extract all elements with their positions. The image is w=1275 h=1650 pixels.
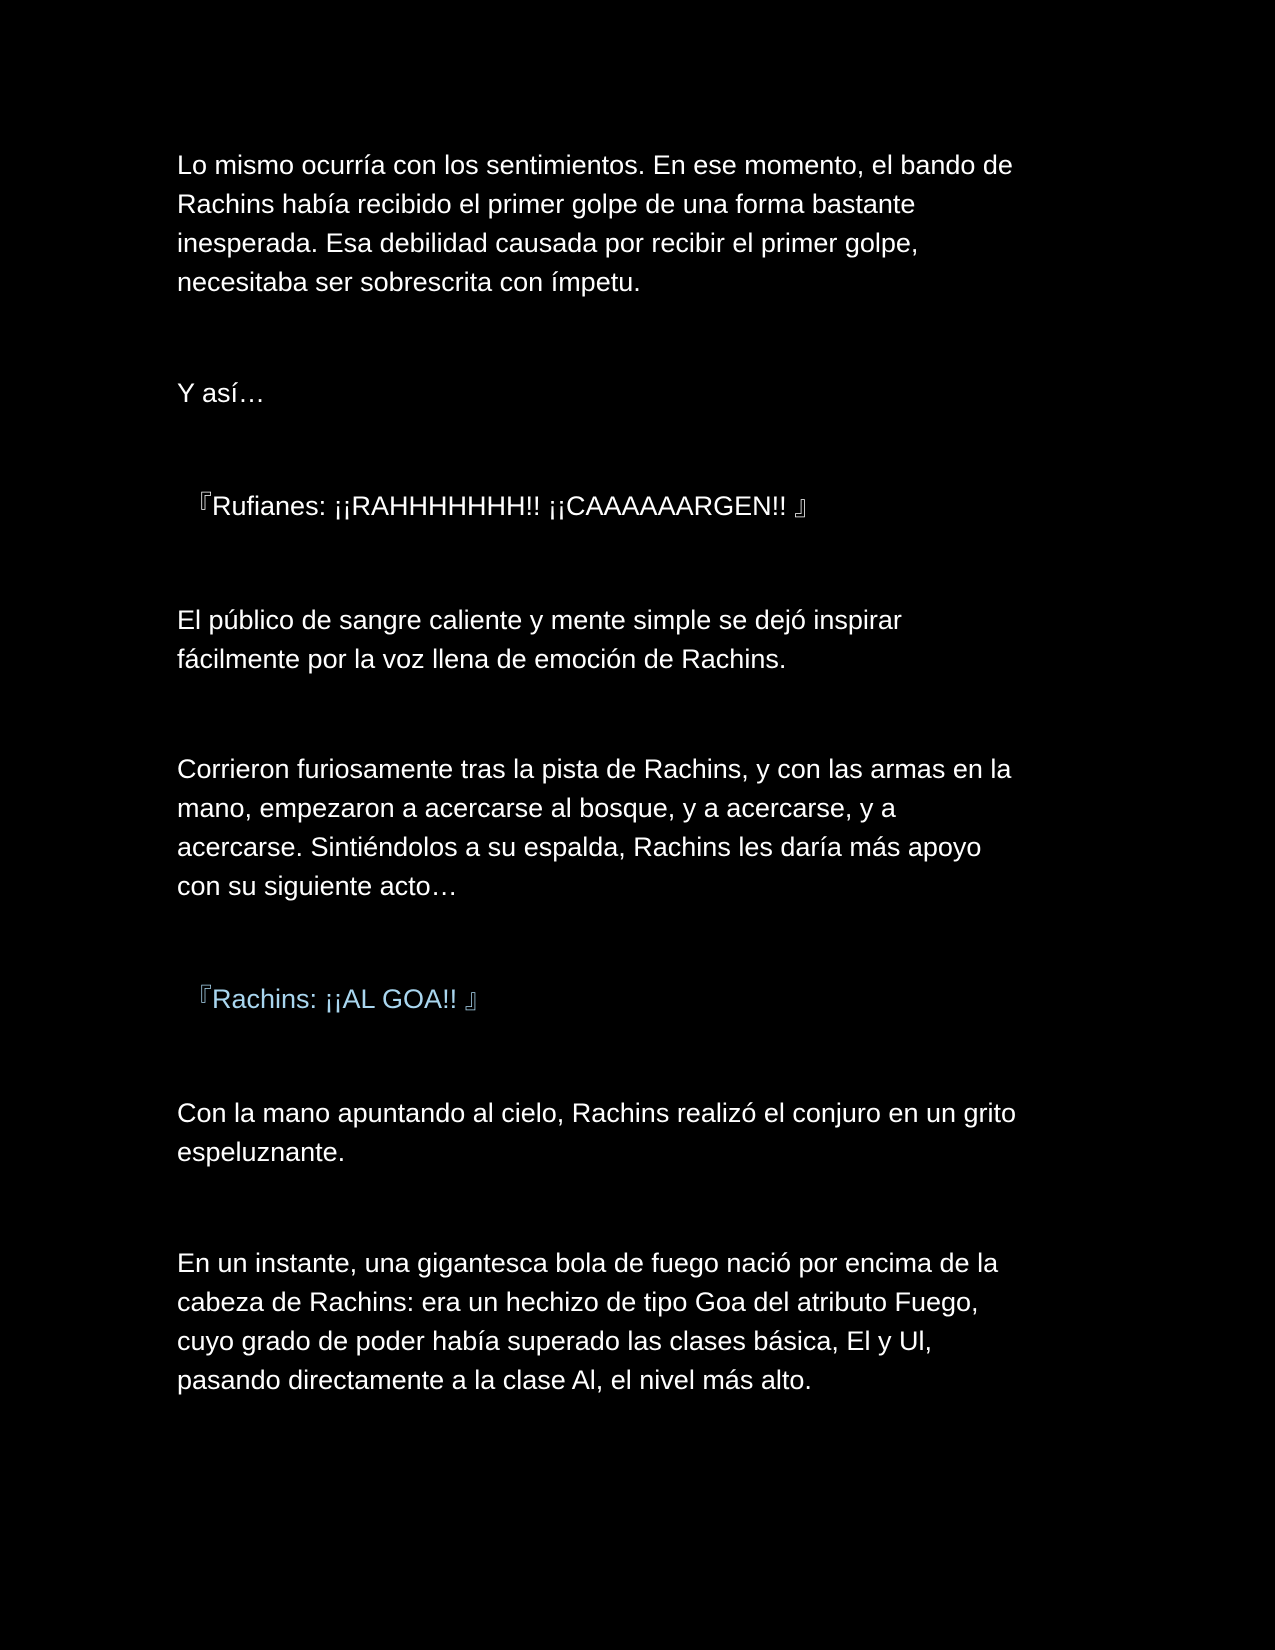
text-line: En un instante, una gigantesca bola de fuego nació por encima de la — [177, 1248, 999, 1278]
dialogue-line: 『Rachins: ¡¡AL GOA!! 』 — [185, 984, 492, 1014]
paragraph-publico — [177, 601, 1097, 679]
text-line: necesitaba ser sobrescrita con ímpetu. — [177, 267, 641, 297]
text-line: mano, empezaron a acercarse al bosque, y a acercarse, y a — [177, 793, 896, 823]
text-line: pasando directamente a la clase Al, el nivel más alto. — [177, 1365, 812, 1395]
text-line: acercarse. Sintiéndolos a su espalda, Rachins les daría más apoyo — [177, 832, 982, 862]
dialogue-line: 『Rufianes: ¡¡RAHHHHHHH!! ¡¡CAAAAAARGEN!! 』 — [185, 491, 822, 521]
text-line: con su siguiente acto… — [177, 871, 458, 901]
dialogue-rufianes — [185, 487, 1105, 526]
text-line: espeluznante. — [177, 1137, 346, 1167]
text-line: cabeza de Rachins: era un hechizo de tipo Goa del atributo Fuego, — [177, 1287, 979, 1317]
text-line: Con la mano apuntando al cielo, Rachins realizó el conjuro en un grito — [177, 1098, 1017, 1128]
text-line: Lo mismo ocurría con los sentimientos. En ese momento, el bando de — [177, 150, 1013, 180]
text-line: cuyo grado de poder había superado las clases básica, El y Ul, — [177, 1326, 932, 1356]
text-line: Y así… — [177, 378, 266, 408]
paragraph-conjuro — [177, 1094, 1097, 1172]
paragraph-bola-de-fuego — [177, 1244, 1097, 1400]
dialogue-rachins — [185, 980, 1105, 1019]
text-line: El público de sangre caliente y mente simple se dejó inspirar — [177, 605, 902, 635]
text-line: Rachins había recibido el primer golpe de una forma bastante — [177, 189, 916, 219]
paragraph-y-asi — [177, 374, 1097, 413]
paragraph-corrieron — [177, 750, 1097, 906]
text-line: inesperada. Esa debilidad causada por recibir el primer golpe, — [177, 228, 919, 258]
text-line: fácilmente por la voz llena de emoción de Rachins. — [177, 644, 787, 674]
paragraph-sentimientos — [177, 146, 1097, 302]
text-line: Corrieron furiosamente tras la pista de Rachins, y con las armas en la — [177, 754, 1012, 784]
